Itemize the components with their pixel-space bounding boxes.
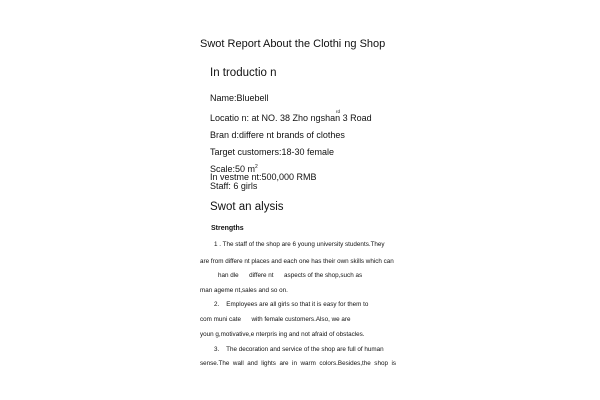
info-location-text: Locatio n: at NO. 38 Zho ngshan 3 Road (210, 113, 372, 123)
strengths-line-9: sense.The wall and lights are in warm colors.Besides,the shop is (200, 360, 396, 367)
info-staff: Staff: 6 girls (210, 181, 258, 191)
info-name: Name:Bluebell (210, 93, 269, 103)
info-brand: Bran d:differe nt brands of clothes (210, 130, 345, 140)
strengths-line-6: com muni cate with female customers.Also, we are (200, 316, 351, 323)
info-location (210, 113, 372, 123)
info-location-superscript: rd (336, 109, 341, 114)
info-scale-text: Scale:50 m (210, 164, 256, 174)
strengths-line-2: are from differe nt places and each one has their own skills which can (200, 258, 394, 265)
strengths-line-1: 1 . The staff of the shop are 6 young university students.They (214, 241, 385, 248)
strengths-line-3: han dle differe nt aspects of the shop,such as (218, 272, 363, 279)
strengths-line-5: 2. Employees are all girls so that it is easy for them to (214, 301, 369, 308)
info-target-customers: Target customers:18-30 female (210, 147, 335, 157)
info-investment: In vestme nt:500,000 RMB (210, 172, 317, 182)
strengths-heading: Strengths (211, 225, 244, 232)
strengths-line-4: man ageme nt,sales and so on. (200, 287, 288, 294)
strengths-line-8: 3. The decoration and service of the shop are full of human (214, 346, 384, 353)
swot-heading: Swot an alysis (210, 201, 284, 213)
document-title: Swot Report About the Clothi ng Shop (200, 38, 386, 50)
introduction-heading: In troductio n (210, 67, 277, 79)
info-scale-superscript: 2 (255, 164, 258, 170)
strengths-line-7: youn g,motivative,e nterpris ing and not afraid of obstacles. (200, 331, 365, 338)
